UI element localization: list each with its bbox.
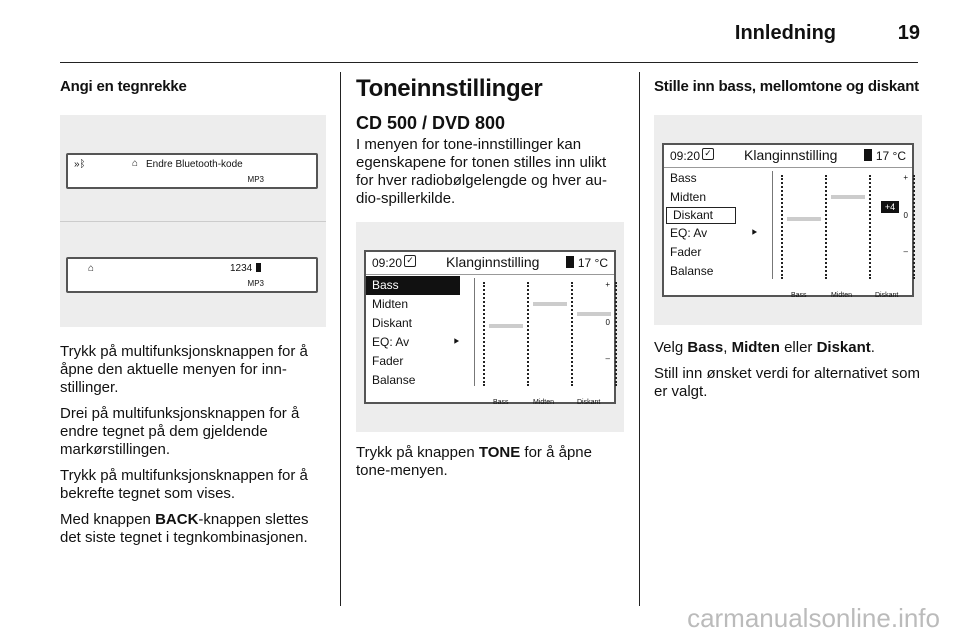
menu-item-bass[interactable]: Bass [670, 171, 697, 185]
balance-bar [913, 175, 917, 279]
minus-label: – [605, 354, 610, 363]
eq-bars [772, 171, 908, 299]
bass-bar [483, 282, 487, 386]
display-header [664, 145, 912, 168]
display-title: Klanginnstilling [744, 147, 838, 163]
figure-tone-menu [356, 222, 624, 432]
bass-bar [781, 175, 785, 279]
display-code-entry [66, 257, 318, 293]
bar-label-treble: Diskant [875, 292, 899, 299]
mp3-label: MP3 [247, 279, 264, 288]
cursor-icon [256, 263, 261, 272]
menu-item-midrange[interactable]: Midten [372, 297, 409, 311]
menu-item-balance[interactable]: Balanse [372, 373, 416, 387]
treble-bar [571, 282, 575, 386]
column-1 [60, 72, 326, 555]
header-title: Innledning [734, 22, 836, 44]
caption: Trykk på knappen TONE for å åpne tone-menyen. [356, 444, 592, 479]
arrow-right-icon: ⯈ [452, 337, 460, 348]
menu-item-bass[interactable]: Bass [366, 276, 460, 295]
clock-time: 09:20 [670, 149, 701, 163]
zero-label: 0 [605, 318, 610, 327]
bar-label-midrange: Midten [533, 399, 555, 406]
menu-item-fader[interactable]: Fader [670, 245, 702, 259]
treble-value-knob[interactable]: +4 [881, 201, 899, 213]
paragraph: Trykk på multifunksjonsknappen for å åpne den aktuelle menyen for inn-stillinger. [60, 343, 308, 396]
menu-item-fader[interactable]: Fader [372, 354, 404, 368]
thermometer-icon [864, 149, 872, 161]
column-3 [654, 72, 922, 409]
display-bluetooth-code [66, 153, 318, 189]
intro-paragraph: I menyen for tone-innstillinger kan egenskapene for tonen stilles inn ulikt for hver radiobølgelengde og hver au-dio-spillerkilde. [356, 136, 607, 207]
arrow-right-icon: ⯈ [750, 228, 758, 239]
page-number: 19 [897, 22, 920, 44]
temperature: 17 °C [577, 256, 608, 270]
check-icon: ✓ [404, 255, 416, 267]
thermometer-icon [566, 256, 574, 268]
menu-item-midrange[interactable]: Midten [670, 190, 707, 204]
menu-item-balance[interactable]: Balanse [670, 264, 714, 278]
plus-label: + [605, 280, 610, 289]
bass-level [787, 217, 821, 221]
menu-item-treble[interactable]: Diskant [372, 316, 413, 330]
menu-item-eq[interactable]: EQ: Av ⯈ [366, 333, 466, 352]
divider [60, 221, 326, 222]
paragraph: Still inn ønsket verdi for alternativet som er valgt. [654, 365, 920, 400]
menu-item-treble[interactable]: Diskant [666, 207, 736, 224]
bar-label-treble: Diskant [577, 399, 601, 406]
paragraph: Velg Bass, Midten eller Diskant. [654, 339, 875, 356]
treble-bar [869, 175, 873, 279]
subheading-enter-string: Angi en tegnrekke [60, 78, 187, 95]
clock-time: 09:20 [372, 256, 403, 270]
tone-button-label: TONE [478, 444, 521, 461]
figure-code-entry [60, 115, 326, 327]
column-2 [356, 72, 624, 488]
menu-item-eq[interactable]: EQ: Av ⯈ [664, 224, 764, 243]
back-button-label: BACK [155, 511, 199, 528]
display-header [366, 252, 614, 275]
figure-treble-adjust [654, 115, 922, 325]
lock-icon: ⌂ [132, 158, 139, 169]
bar-label-bass: Bass [493, 399, 509, 406]
watermark: carmanualsonline.info [687, 603, 940, 633]
paragraph: Drei på multifunksjonsknappen for å endre tegnet på dem gjeldende markørstillingen. [60, 405, 300, 458]
midrange-level [831, 195, 865, 199]
check-icon: ✓ [702, 148, 714, 160]
eq-bars [474, 278, 610, 406]
bass-level [489, 324, 523, 328]
section-subtitle: CD 500 / DVD 800 [356, 113, 506, 133]
display-title: Klanginnstilling [446, 254, 540, 270]
subheading-set-bass: Stille inn bass, mellomtone og diskant [654, 78, 919, 95]
paragraph: Trykk på multifunksjonsknappen for å bekrefte tegnet som vises. [60, 467, 308, 502]
display-tone-settings [662, 143, 914, 297]
zero-label: 0 [903, 211, 908, 220]
section-title: Toneinnstillinger [356, 75, 543, 102]
header-rule [60, 62, 918, 63]
body-text [654, 339, 922, 401]
temperature: 17 °C [875, 149, 906, 163]
minus-label: – [903, 247, 908, 256]
code-value: 1234 [230, 263, 253, 274]
plus-label: + [903, 173, 908, 182]
tone-menu [664, 169, 764, 281]
balance-bar [615, 282, 619, 386]
column-divider-2 [639, 72, 640, 606]
tone-menu [366, 276, 466, 390]
body-text [60, 343, 326, 547]
display-tone-settings [364, 250, 616, 404]
midrange-bar [527, 282, 531, 386]
midrange-level [533, 302, 567, 306]
bluetooth-icon: »ᛒ [74, 159, 86, 170]
bar-label-bass: Bass [791, 292, 807, 299]
midrange-bar [825, 175, 829, 279]
treble-level [577, 312, 611, 316]
bluetooth-code-label: Endre Bluetooth-kode [146, 159, 243, 170]
column-divider-1 [340, 72, 341, 606]
mp3-label: MP3 [247, 175, 264, 184]
paragraph: Med knappen BACK-knappen slettes det siste tegnet i tegnkombinasjonen. [60, 511, 309, 546]
bar-label-midrange: Midten [831, 292, 853, 299]
lock-icon: ⌂ [88, 263, 95, 274]
